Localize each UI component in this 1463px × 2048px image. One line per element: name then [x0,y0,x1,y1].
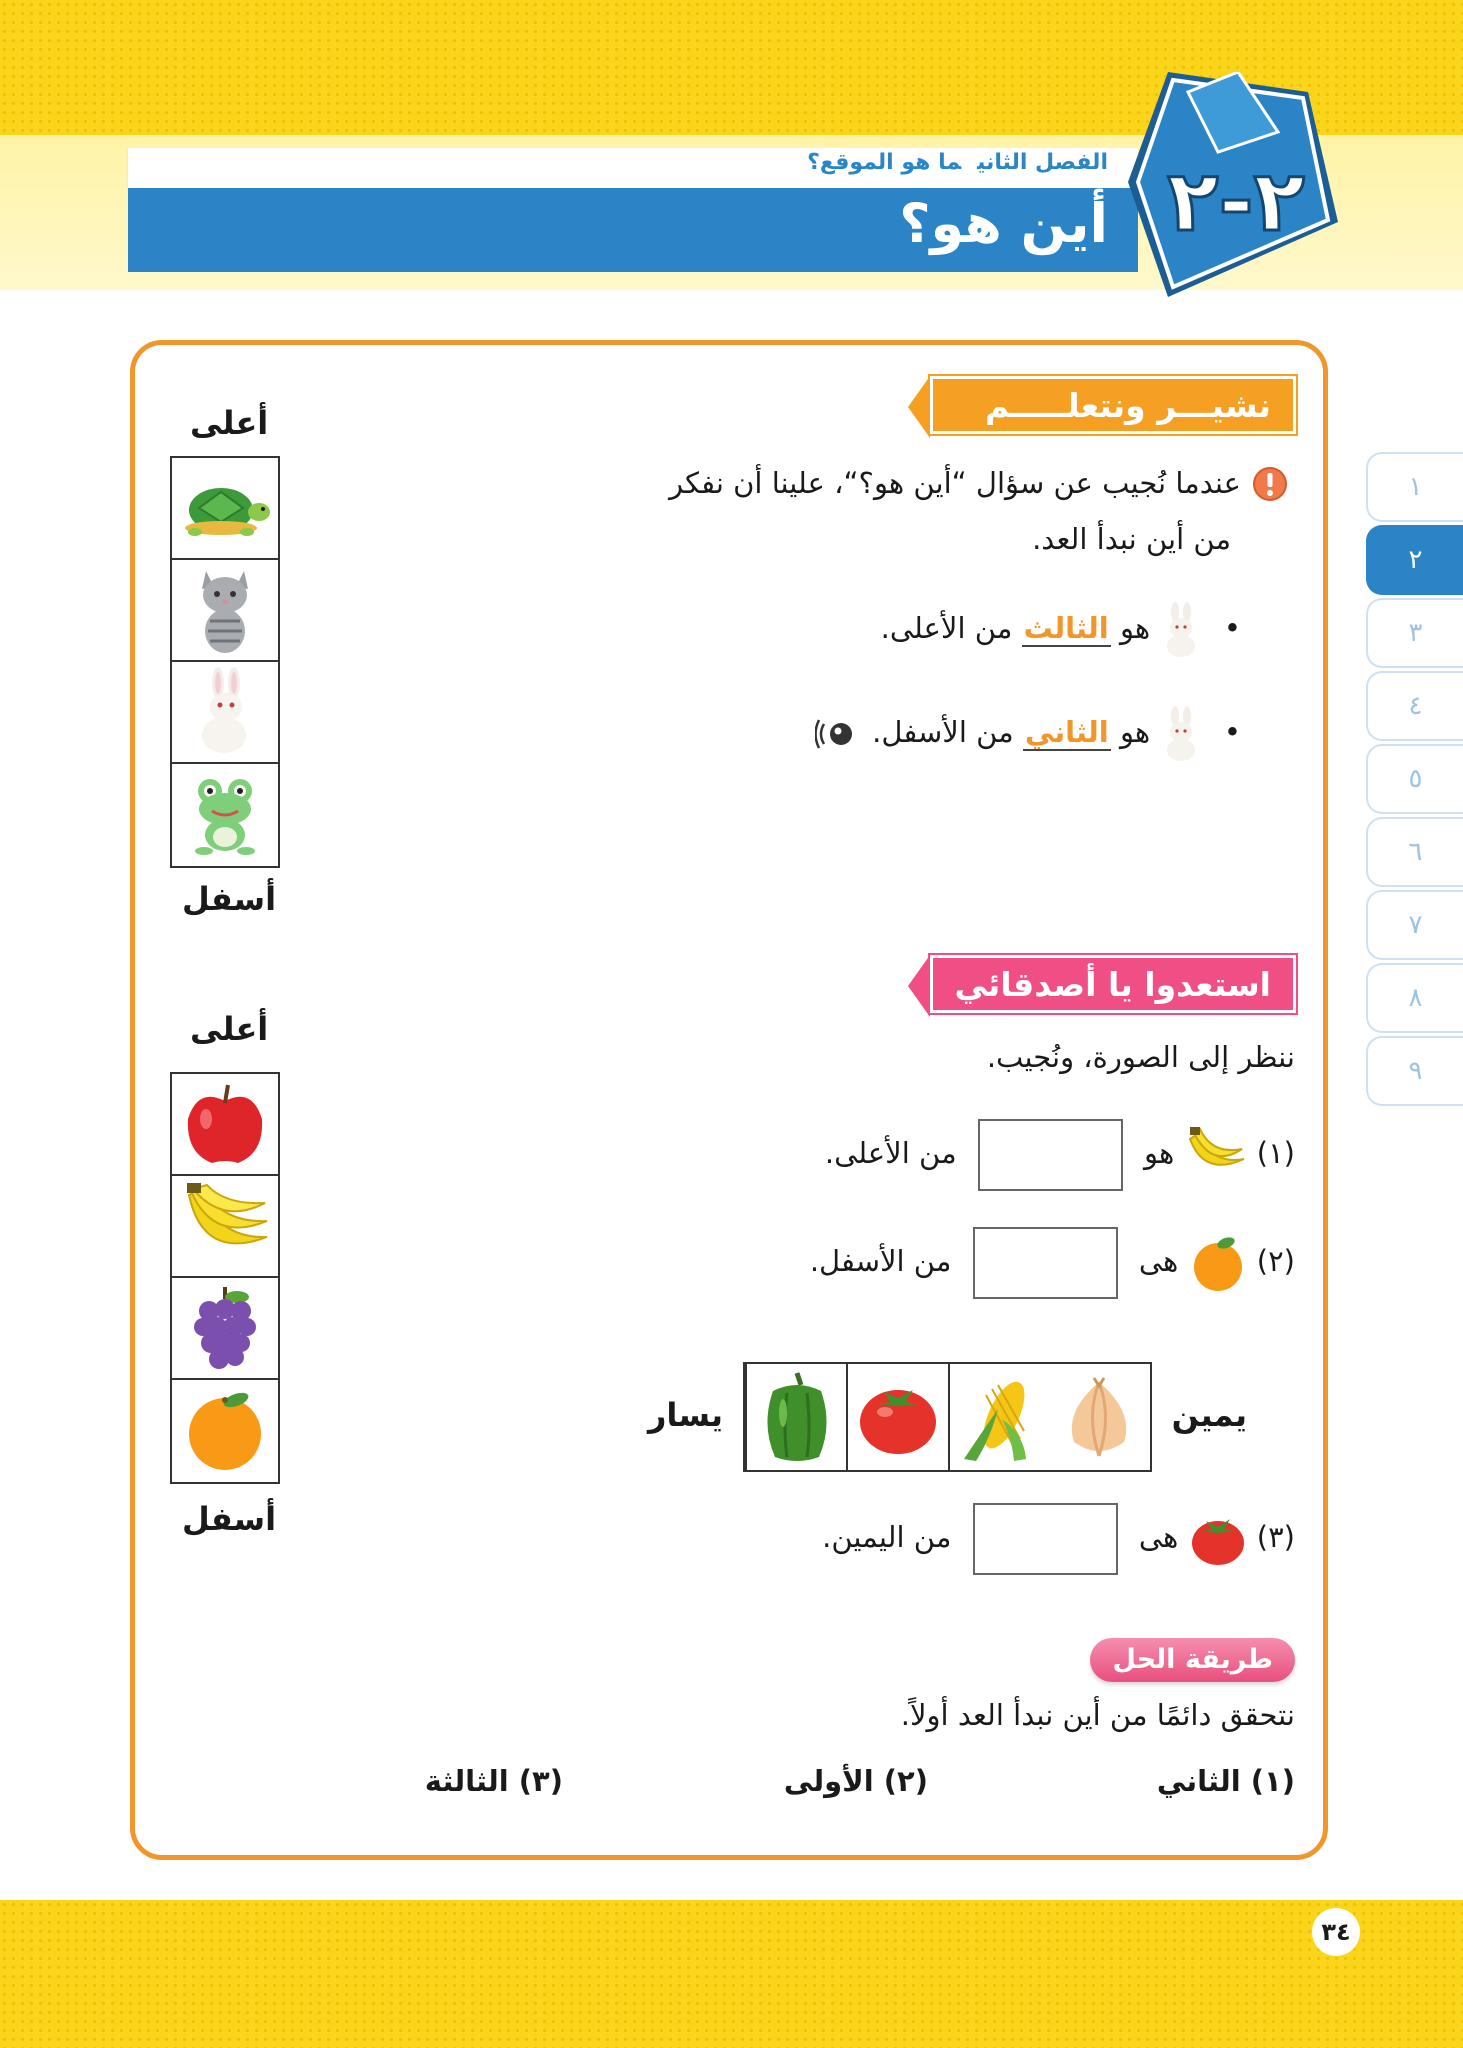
tab-7[interactable]: ٧ [1366,890,1463,960]
bottom-decor-band [0,1900,1463,2048]
column2-cell [172,1074,278,1176]
tomato-icon [853,1374,943,1460]
row-cell [1049,1364,1150,1470]
intro-line-2: من أين نبدأ العد. [1032,522,1231,556]
tab-3[interactable]: ٣ [1366,598,1463,668]
vegetable-row [743,1362,1152,1472]
bullet-2-pre: هو [1119,715,1151,749]
tab-1[interactable]: ١ [1366,452,1463,522]
column1-cell [172,662,278,764]
tab-4[interactable]: ٤ [1366,671,1463,741]
chapter-name: الفصل الثاني [977,150,1108,175]
column1-stack [170,456,280,868]
column2-stack [170,1072,280,1484]
turtle-icon [177,478,273,538]
intro-line-1: عندما نُجيب عن سؤال “أين هو؟“، علينا أن نفكر [669,466,1241,500]
practice-ribbon-tip [908,955,930,1017]
lesson-title: أين هو؟ [899,192,1108,255]
lesson-frame [130,340,1328,1860]
pepper-icon [757,1369,837,1465]
row-cell [846,1364,947,1470]
column2-top-label: أعلى [190,1010,269,1048]
corn-icon [954,1369,1044,1465]
rabbit-icon [1159,602,1205,658]
q1-tail: من الأعلى. [824,1136,957,1170]
bullet-1 [881,602,1241,658]
answer-2: (٢) الأولى [783,1764,928,1798]
bullet-1-post: من الأعلى. [880,611,1013,645]
column1-bottom-label: أسفل [182,880,277,918]
chapter-topic: ما هو الموقع؟ [807,150,962,175]
practice-ribbon: استعدوا يا أصدقائي [930,955,1296,1013]
column2-cell [172,1380,278,1482]
tab-8[interactable]: ٨ [1366,963,1463,1033]
audio-icon[interactable] [815,718,855,750]
solution-pill: طريقة الحل [1090,1638,1295,1682]
answer-box-1[interactable] [978,1119,1123,1191]
row-cell [948,1364,1049,1470]
onion-icon [1054,1372,1144,1462]
rabbit-icon [1159,706,1205,762]
column2-cell [172,1176,278,1278]
bullet-dot: • [1214,715,1241,749]
row-cell [745,1364,846,1470]
question-1 [825,1116,1295,1191]
answer-1: (١) الثاني [1156,1764,1295,1798]
bullet-2-highlight: الثاني [1024,715,1109,749]
orange-icon [1188,1233,1248,1293]
q2-word: هى [1138,1244,1179,1278]
question-3 [822,1500,1295,1575]
banana-icon [179,1181,271,1271]
cat-icon [190,565,260,655]
q3-word: هى [1138,1520,1179,1554]
row-left-label: يسار [648,1396,724,1434]
tab-5[interactable]: ٥ [1366,744,1463,814]
q3-tail: من اليمين. [822,1520,952,1554]
tab-6[interactable]: ٦ [1366,817,1463,887]
bullet-1-highlight: الثالث [1023,611,1109,645]
learn-ribbon: نشيـــر ونتعلـــــم [930,376,1296,434]
apple-icon [182,1081,268,1167]
bullet-dot: • [1214,611,1241,645]
solution-note: نتحقق دائمًا من أين نبدأ العد أولاً. [900,1698,1295,1732]
q1-number: (١) [1256,1136,1295,1170]
orange-icon [182,1388,268,1474]
row-right-label: يمين [1171,1396,1247,1434]
attention-icon [1252,466,1288,502]
page-number: ٣٤ [1312,1908,1360,1956]
answer-3: (٣) الثالثة [424,1764,563,1798]
q1-word: هو [1144,1136,1175,1170]
tomato-icon [1188,1511,1248,1567]
bullet-1-pre: هو [1119,611,1151,645]
column2-bottom-label: أسفل [182,1500,277,1538]
banana-icon [1184,1125,1248,1185]
column1-top-label: أعلى [190,404,269,442]
rabbit-icon [190,667,260,757]
learn-ribbon-tip [908,376,930,438]
bullet-2-post: من الأسفل. [872,715,1014,749]
tab-9[interactable]: ٩ [1366,1036,1463,1106]
practice-instruction: ننظر إلى الصورة، ونُجيب. [986,1040,1295,1074]
column1-cell [172,458,278,560]
chapter-heading [791,150,1108,175]
lesson-number-badge [1128,72,1338,302]
question-2 [810,1224,1295,1299]
tab-2[interactable]: ٢ [1366,525,1463,595]
answer-box-2[interactable] [973,1227,1118,1299]
q2-number: (٢) [1256,1244,1295,1278]
frog-icon [190,773,260,857]
answer-box-3[interactable] [973,1503,1118,1575]
q2-tail: من الأسفل. [809,1244,952,1278]
lesson-number: ٢-٢ [1167,152,1305,250]
q3-number: (٣) [1256,1520,1295,1554]
grapes-icon [185,1283,265,1373]
bullet-2 [815,706,1241,762]
column1-cell [172,764,278,866]
column1-cell [172,560,278,662]
column2-cell [172,1278,278,1380]
